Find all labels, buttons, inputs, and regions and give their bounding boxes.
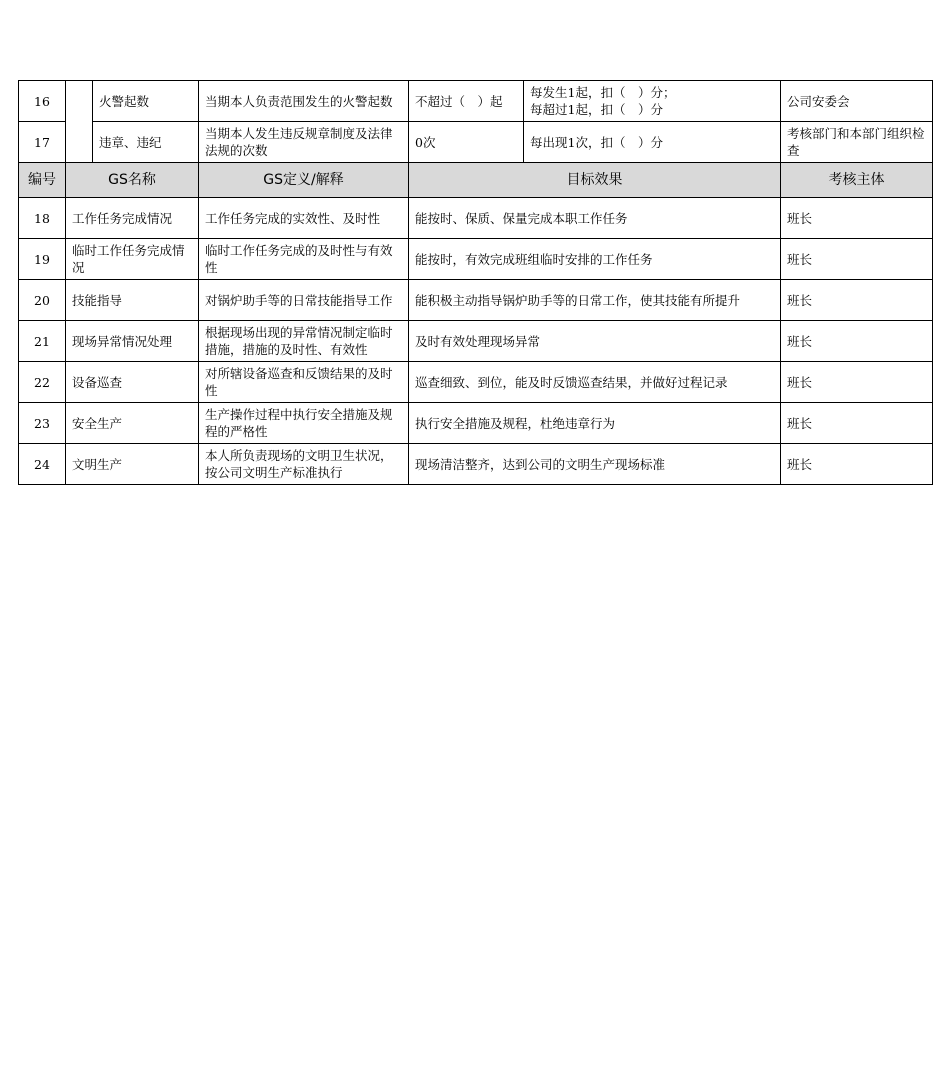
target-effect: 能按时，有效完成班组临时安排的工作任务 [409,239,781,280]
gs-name: 现场异常情况处理 [66,321,199,362]
target-value: 不超过（ ）起 [409,81,524,122]
gs-name: 违章、违纪 [93,122,199,163]
assessment-subject: 班长 [781,444,933,485]
assessment-subject: 班长 [781,198,933,239]
scoring-rule-line: 每发生1起，扣（ ）分； [530,85,676,100]
row-number: 16 [19,81,66,122]
gs-name: 技能指导 [66,280,199,321]
gs-definition: 工作任务完成的实效性、及时性 [199,198,409,239]
table-row [19,198,933,239]
table-row [19,321,933,362]
gs-name: 设备巡查 [66,362,199,403]
gs-definition: 当期本人发生违反规章制度及法律法规的次数 [199,122,409,163]
assessment-subject: 班长 [781,321,933,362]
target-effect: 能积极主动指导锅炉助手等的日常工作，使其技能有所提升 [409,280,781,321]
table-row [19,444,933,485]
target-effect: 及时有效处理现场异常 [409,321,781,362]
assessment-table [18,80,933,485]
target-value: 0次 [409,122,524,163]
table-header-row [19,163,933,198]
gs-definition: 对锅炉助手等的日常技能指导工作 [199,280,409,321]
assessment-subject: 公司安委会 [781,81,933,122]
header-number: 编号 [19,163,66,198]
row-number: 22 [19,362,66,403]
gs-name: 文明生产 [66,444,199,485]
gs-definition: 对所辖设备巡查和反馈结果的及时性 [199,362,409,403]
header-gs-name: GS名称 [66,163,199,198]
row-number: 24 [19,444,66,485]
target-effect: 现场清洁整齐，达到公司的文明生产现场标准 [409,444,781,485]
target-effect: 巡查细致、到位，能及时反馈巡查结果，并做好过程记录 [409,362,781,403]
table-row [19,403,933,444]
scoring-rule [524,81,781,122]
row-number: 20 [19,280,66,321]
gs-definition: 根据现场出现的异常情况制定临时措施，措施的及时性、有效性 [199,321,409,362]
header-gs-definition: GS定义/解释 [199,163,409,198]
assessment-table-page [18,80,932,485]
scoring-rule-line: 每超过1起，扣（ ）分 [530,102,663,117]
gs-definition: 临时工作任务完成的及时性与有效性 [199,239,409,280]
row-number: 17 [19,122,66,163]
row-number: 23 [19,403,66,444]
row-number: 19 [19,239,66,280]
assessment-subject: 班长 [781,280,933,321]
row-number: 21 [19,321,66,362]
merged-category-cell [66,81,93,163]
header-target-effect: 目标效果 [409,163,781,198]
assessment-subject: 班长 [781,362,933,403]
gs-name: 临时工作任务完成情况 [66,239,199,280]
gs-definition: 当期本人负责范围发生的火警起数 [199,81,409,122]
table-row [19,239,933,280]
table-row [19,362,933,403]
scoring-rule [524,122,781,163]
table-row [19,280,933,321]
header-assessment-subject: 考核主体 [781,163,933,198]
gs-name: 火警起数 [93,81,199,122]
table-row [19,122,933,163]
gs-definition: 本人所负责现场的文明卫生状况，按公司文明生产标准执行 [199,444,409,485]
row-number: 18 [19,198,66,239]
target-effect: 执行安全措施及规程，杜绝违章行为 [409,403,781,444]
gs-name: 安全生产 [66,403,199,444]
target-effect: 能按时、保质、保量完成本职工作任务 [409,198,781,239]
scoring-rule-line: 每出现1次，扣（ ）分 [530,134,663,150]
table-row [19,81,933,122]
gs-definition: 生产操作过程中执行安全措施及规程的严格性 [199,403,409,444]
assessment-subject: 班长 [781,403,933,444]
gs-name: 工作任务完成情况 [66,198,199,239]
assessment-subject: 考核部门和本部门组织检查 [781,122,933,163]
assessment-subject: 班长 [781,239,933,280]
